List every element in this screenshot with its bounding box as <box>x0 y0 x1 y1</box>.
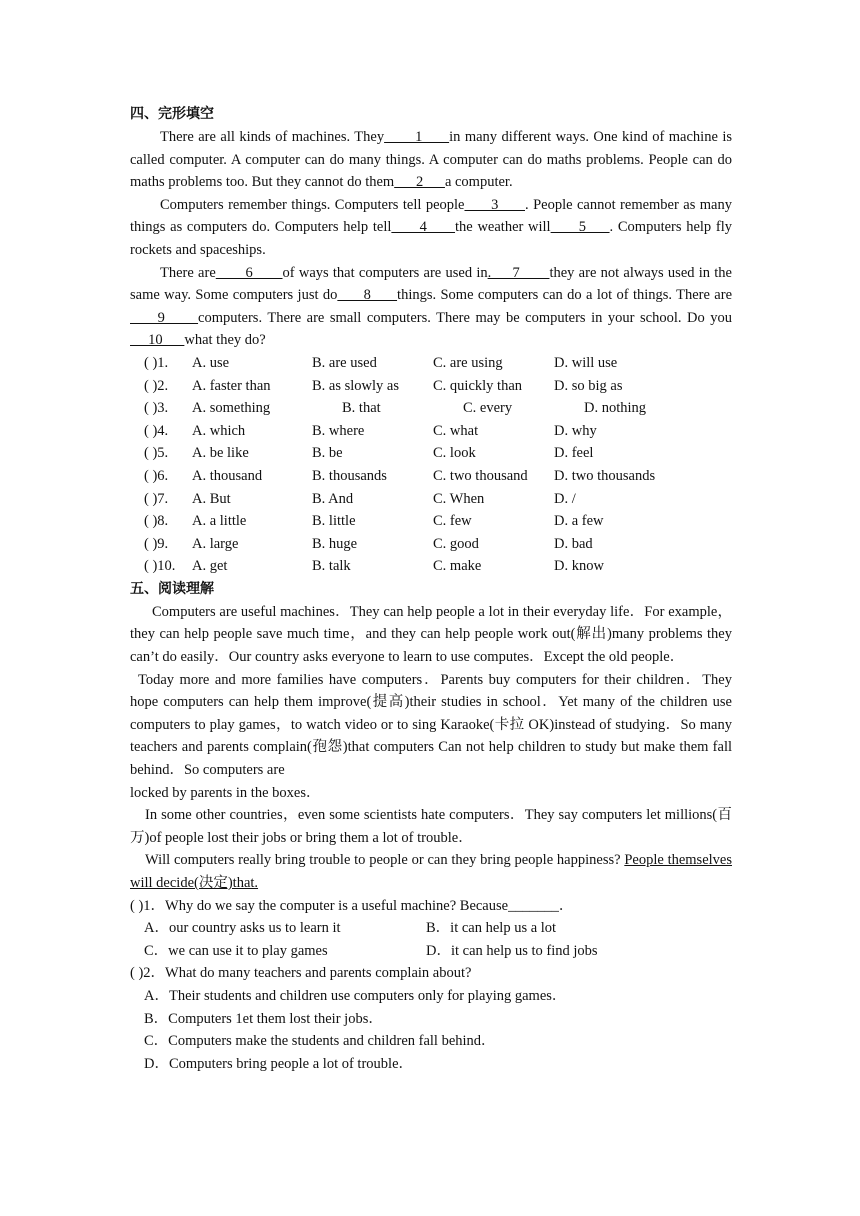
option-c: C. are using <box>433 354 503 371</box>
option-a: A. something <box>192 400 271 417</box>
question-number: ( )1. <box>144 354 169 371</box>
option-d: D. a few <box>554 513 604 530</box>
text: of ways that computers are used in <box>282 264 488 281</box>
cloze-paragraph-3 <box>130 262 732 352</box>
question-number: ( )9. <box>144 535 169 552</box>
option-a: A．our country asks us to learn it <box>144 920 341 937</box>
option-d: D. why <box>554 422 597 439</box>
text: computers. There are small computers. There may be computers in your school. Do you <box>198 309 733 326</box>
text: Will computers really bring trouble to people or can they bring people happiness? <box>145 852 621 869</box>
option-b: B. huge <box>312 535 358 552</box>
section-reading-title: 五、阅读理解 <box>130 580 214 597</box>
cloze-paragraph-1 <box>130 126 732 194</box>
reading-paragraph-2: Today more and more families have computers．Parents buy computers for their children．They hope computers can help them improve(提高)their studies in school．Yet many of the children use computers to play games，to watch video or to sing Karaoke(卡拉 OK)instead of studying．So many teachers and parents complain(孢怨)that computers Can not help children to study but make them fall behind．So computers are <box>130 671 732 779</box>
option-d: D．Computers bring people a lot of trouble． <box>144 1055 414 1072</box>
reading-question-1-options-cd <box>130 940 732 963</box>
question-number: ( )2. <box>144 377 169 394</box>
option-d: D. will use <box>554 354 618 371</box>
question-number: ( )7. <box>144 490 169 507</box>
text: Computers remember things. Computers tell people <box>160 196 465 213</box>
option-a: A. use <box>192 354 230 371</box>
blank-2: 2 <box>394 174 445 191</box>
option-c: C. When <box>433 490 485 507</box>
cloze-question <box>130 442 732 465</box>
reading-paragraph-1: Computers are useful machines．They can help people a lot in their everyday life．For example，they can help people save much time，and they can help people work out(解出)many problems they can’t do easily．Our country asks everyone to learn to use computes．Except the old people． <box>130 603 732 666</box>
blank-1: 1 <box>384 129 450 145</box>
cloze-question <box>130 420 732 443</box>
cloze-question <box>130 397 732 420</box>
reading-question-1-options-ab <box>130 917 732 940</box>
option-b: B. be <box>312 445 343 462</box>
text: they are not always used in the same way. Some computers just do <box>130 264 732 304</box>
blank-7: . 7 <box>487 264 550 281</box>
text: things. Some computers can do a lot of things. There are <box>397 287 733 304</box>
option-a: A. But <box>192 490 231 507</box>
option-a: A. large <box>192 535 239 552</box>
option-c: C. make <box>433 558 482 575</box>
option-a: A．Their students and children use computers only for playing games． <box>144 987 567 1004</box>
blank-6: 6 <box>215 264 283 281</box>
reading-paragraph-3: In some other countries，even some scientists hate computers．They say computers let millions(百万)of people lost their jobs or bring them a lot of trouble． <box>130 807 732 846</box>
option-d: D. two thousands <box>554 467 656 484</box>
option-c: C. two thousand <box>433 467 528 484</box>
option-a: A. which <box>192 422 246 439</box>
text: . People cannot remember as many things as computers do. Computers help tell <box>130 196 732 236</box>
option-b: B. where <box>312 422 365 439</box>
option-a: A. get <box>192 558 228 575</box>
option-b: B．Computers 1et them lost their jobs． <box>144 1010 383 1027</box>
option-c: C. few <box>433 513 472 530</box>
option-a: A. a little <box>192 513 247 530</box>
option-c: C. every <box>463 400 513 417</box>
cloze-question <box>130 465 732 488</box>
option-b: B. as slowly as <box>312 377 399 394</box>
option-b: B. thousands <box>312 467 387 484</box>
reading-paragraph-4 <box>130 849 732 894</box>
option-d: D. so big as <box>554 377 623 394</box>
blank-4: 4 <box>391 219 456 236</box>
blank-9: 9 <box>130 309 199 326</box>
option-b: B. little <box>312 513 356 530</box>
option-d: D. know <box>554 558 604 575</box>
worksheet-page <box>130 103 732 1075</box>
reading-paragraph-2-end: locked by parents in the boxes． <box>130 784 321 801</box>
cloze-question <box>130 375 732 398</box>
option-b: B. are used <box>312 354 377 371</box>
question-number: ( )3. <box>144 400 169 417</box>
cloze-question <box>130 533 732 556</box>
cloze-question <box>130 510 732 533</box>
section-cloze-title: 四、完形填空 <box>130 106 214 122</box>
option-c: C. good <box>433 535 479 552</box>
text: the weather will <box>455 219 551 236</box>
option-c: C. quickly than <box>433 377 523 394</box>
text: what they do? <box>184 332 266 349</box>
option-d: D. bad <box>554 535 593 552</box>
blank-10: 10 <box>130 332 185 349</box>
option-d: D. / <box>554 490 576 507</box>
blank-3: 3 <box>464 196 525 213</box>
text: There are <box>160 264 216 281</box>
text: There are all kinds of machines. They <box>160 129 385 145</box>
cloze-question <box>130 488 732 511</box>
reading-question-2: ( )2．What do many teachers and parents complain about? <box>130 965 472 982</box>
option-c: C．we can use it to play games <box>144 942 328 959</box>
option-d: D. nothing <box>584 400 647 417</box>
option-c: C．Computers make the students and children fall behind． <box>144 1033 496 1050</box>
underlined-sentence: People themselves will decide(决定)that. <box>130 852 732 891</box>
option-b: B. And <box>312 490 354 507</box>
option-b: B. talk <box>312 558 351 575</box>
cloze-paragraph-2 <box>130 194 732 262</box>
text: in many different ways. One kind of machine is called computer. A computer can do many things. A computer can do maths problems. People can do maths problems too. But they cannot do them <box>130 129 733 191</box>
question-number: ( )10. <box>144 558 176 575</box>
text: . Computers help fly rockets and spaceships. <box>130 219 732 258</box>
blank-8: 8 <box>337 287 398 304</box>
option-a: A. faster than <box>192 377 271 394</box>
blank-5: 5 <box>550 219 610 236</box>
option-a: A. be like <box>192 445 249 462</box>
option-d: D．it can help us to find jobs <box>426 942 598 959</box>
option-b: B. that <box>342 400 381 417</box>
question-number: ( )6. <box>144 467 169 484</box>
text: a computer. <box>444 174 513 191</box>
option-b: B．it can help us a lot <box>426 920 557 937</box>
option-c: C. what <box>433 422 479 439</box>
cloze-questions <box>130 352 732 578</box>
question-number: ( )5. <box>144 445 169 462</box>
reading-question-1: ( )1．Why do we say the computer is a useful machine? Because_______． <box>130 897 574 914</box>
option-a: A. thousand <box>192 467 263 484</box>
cloze-question <box>130 352 732 375</box>
question-number: ( )8. <box>144 513 169 530</box>
option-d: D. feel <box>554 445 594 462</box>
option-c: C. look <box>433 445 476 462</box>
question-number: ( )4. <box>144 422 169 439</box>
cloze-question <box>130 555 732 578</box>
